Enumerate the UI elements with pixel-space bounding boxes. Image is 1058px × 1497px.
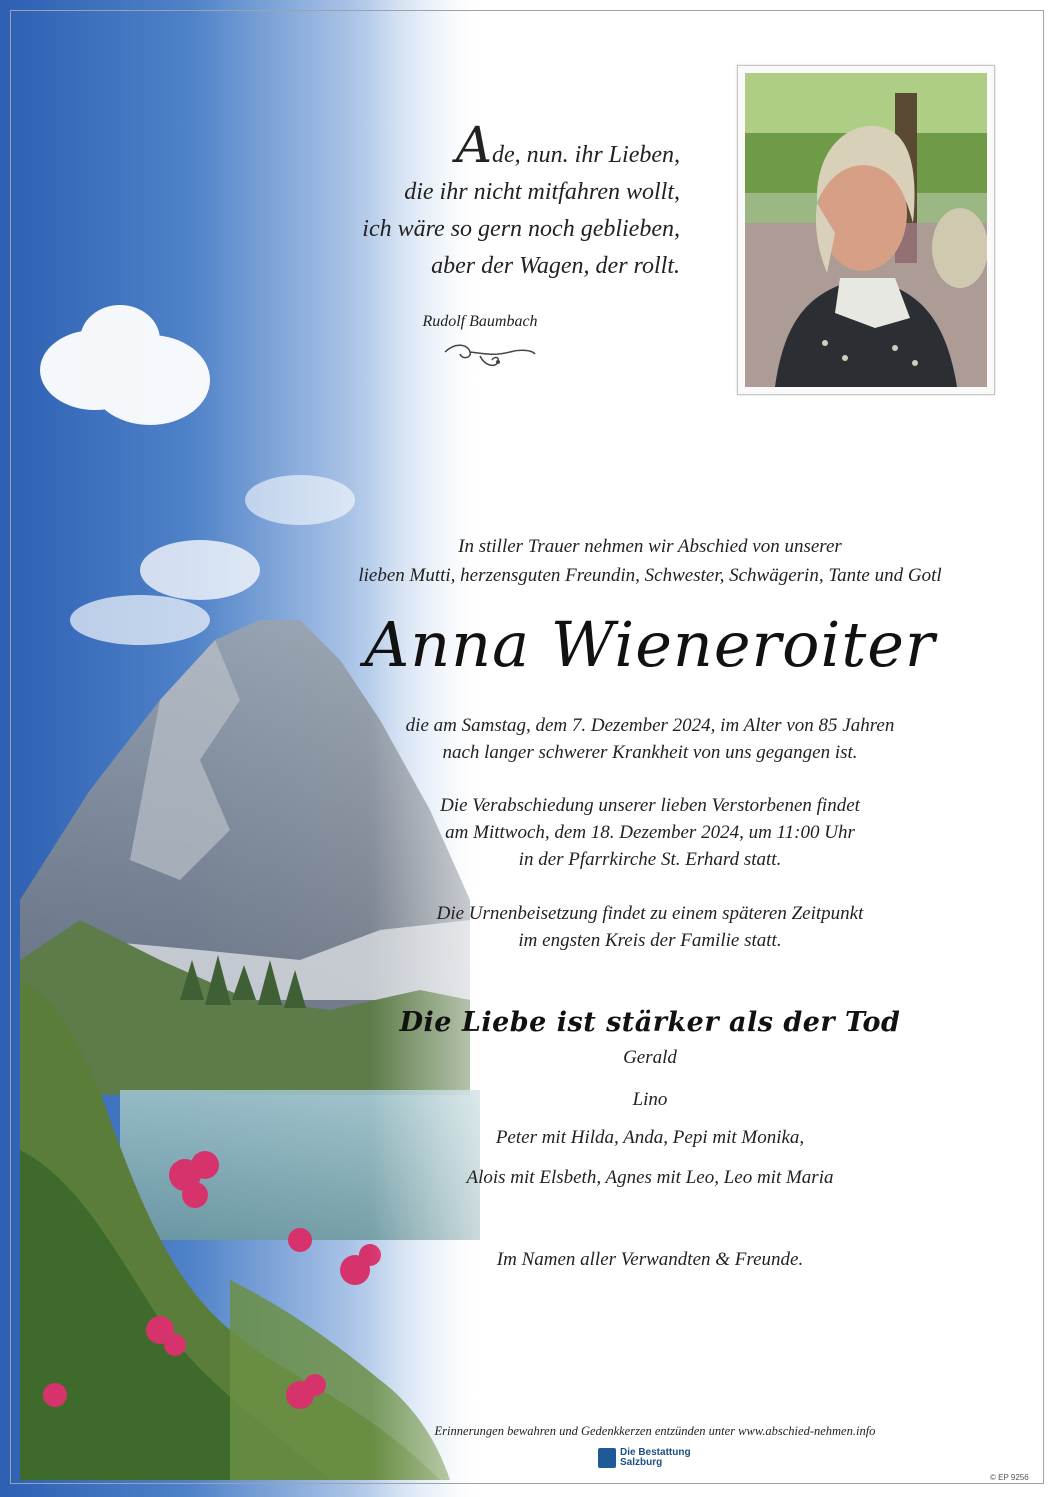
logo-text: Die Bestattung Salzburg [620, 1447, 691, 1468]
logo-emblem-icon [598, 1448, 616, 1468]
poem-lines [260, 116, 680, 285]
motto: Die Liebe ist stärker als der Tod [399, 1007, 901, 1038]
closing-line: Im Namen aller Verwandten & Freunde. [496, 1249, 804, 1270]
farewell-details: Die Verabschiedung unserer lieben Verstorbenen findet am Mittwoch, dem 18. Dezember 2024, um 11:00 Uhr in der Pfarrkirche St. Erhard statt. [440, 795, 860, 870]
portrait-photo [737, 65, 995, 395]
death-notice: die am Samstag, dem 7. Dezember 2024, im Alter von 85 Jahren nach langer schwerer Krankheit von uns gegangen ist. [405, 715, 895, 763]
poem-dropcap: A [455, 116, 493, 174]
deceased-name: Anna Wieneroiter [364, 608, 936, 681]
poem-line: Ade, nun. ihr Lieben, [455, 116, 680, 174]
family-line: Peter mit Hilda, Anda, Pepi mit Monika, [495, 1127, 805, 1148]
poem-line: die ihr nicht mitfahren wollt, [404, 179, 680, 205]
print-code: © EP 9256 [990, 1473, 1029, 1482]
flourish-ornament-icon [440, 340, 540, 374]
poem-line: aber der Wagen, der rollt. [431, 253, 680, 279]
poem-quote [260, 116, 680, 285]
family-line: Gerald [623, 1047, 677, 1068]
footer-note: Erinnerungen bewahren und Gedenkkerzen entzünden unter www.abschied-nehmen.info [434, 1424, 876, 1438]
funeral-home-logo [598, 1448, 728, 1474]
intro-line: In stiller Trauer nehmen wir Abschied von unserer [458, 536, 842, 557]
intro-text [300, 532, 1000, 590]
urn-burial-details: Die Urnenbeisetzung findet zu einem späteren Zeitpunkt im engsten Kreis der Familie statt. [436, 903, 864, 951]
family-line: Alois mit Elsbeth, Agnes mit Leo, Leo mit Maria [466, 1167, 834, 1188]
portrait-image [745, 73, 987, 387]
intro-line: lieben Mutti, herzensguten Freundin, Schwester, Schwägerin, Tante und Gotl [358, 565, 942, 586]
poem-line: ich wäre so gern noch geblieben, [362, 216, 680, 242]
poem-author: Rudolf Baumbach [422, 313, 538, 330]
family-line: Lino [632, 1089, 668, 1110]
